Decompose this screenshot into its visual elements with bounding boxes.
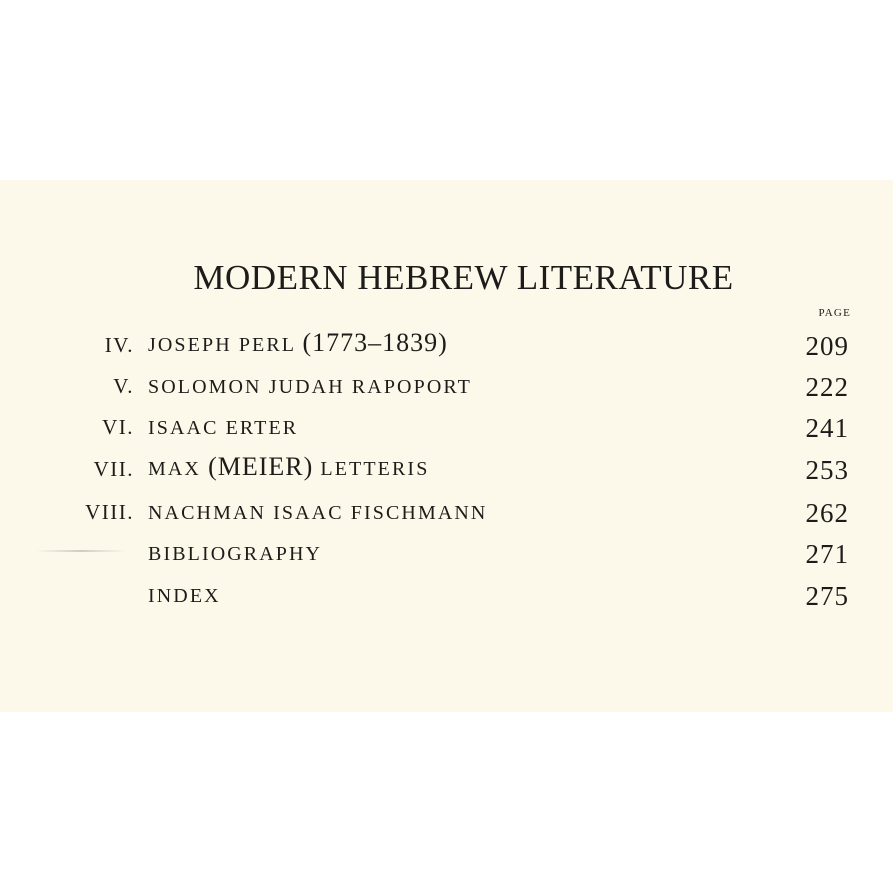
chapter-dates: (1773–1839): [302, 328, 448, 357]
page-number: 262: [805, 498, 849, 528]
page-number: 241: [805, 413, 849, 443]
chapter-title-text: JOSEPH PERL: [148, 334, 296, 356]
page-number: 275: [805, 581, 849, 611]
toc-row: [0, 367, 893, 402]
chapter-title: ISAAC ERTER: [148, 417, 299, 439]
chapter-title: [148, 330, 448, 356]
chapter-number: VIII.: [85, 500, 134, 524]
chapter-number: V.: [113, 374, 134, 398]
page-title: MODERN HEBREW LITERATURE: [193, 258, 734, 297]
chapter-number: IV.: [104, 333, 134, 357]
chapter-title: INDEX: [148, 585, 221, 607]
toc-row: [0, 534, 893, 569]
page-number: 209: [805, 331, 849, 361]
chapter-number: VII.: [93, 457, 134, 481]
toc-row: [0, 408, 893, 443]
chapter-title: BIBLIOGRAPHY: [148, 543, 323, 565]
chapter-title-text: MAX: [148, 458, 201, 480]
chapter-title-text: LETTERIS: [320, 458, 430, 480]
toc-row: [0, 576, 893, 611]
page-number: 253: [805, 455, 849, 485]
chapter-title: SOLOMON JUDAH RAPOPORT: [148, 376, 472, 398]
chapter-title: [148, 454, 429, 480]
book-page: [0, 180, 893, 712]
page-number: 222: [805, 372, 849, 402]
toc-row: [0, 450, 893, 485]
chapter-alt-name: (MEIER): [208, 452, 314, 481]
toc-row: [0, 493, 893, 528]
page-column-label: PAGE: [818, 307, 851, 319]
chapter-title: NACHMAN ISAAC FISCHMANN: [148, 502, 488, 524]
page-number: 271: [805, 539, 849, 569]
chapter-number: VI.: [102, 415, 134, 439]
toc-row: [0, 326, 893, 361]
